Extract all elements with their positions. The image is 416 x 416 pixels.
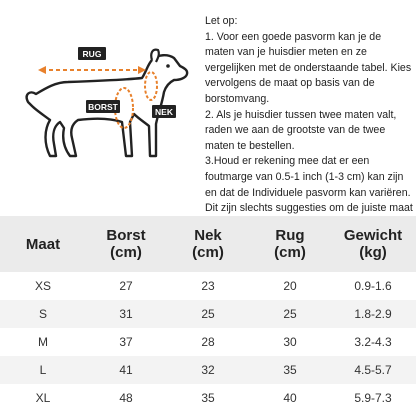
cell-maat: L <box>39 363 47 377</box>
cell-gewicht: 3.2-4.3 <box>354 335 392 349</box>
cell-nek: 28 <box>201 335 215 349</box>
notes-heading: Let op: <box>205 15 238 27</box>
nek-badge <box>152 105 176 118</box>
cell-nek: 25 <box>201 307 215 321</box>
cell-rug: 30 <box>283 335 297 349</box>
header-rug: Rug (cm) <box>274 227 306 261</box>
nek-label: NEK <box>155 107 173 117</box>
cell-maat: XS <box>34 279 51 293</box>
cell-rug: 40 <box>283 391 297 405</box>
cell-nek: 23 <box>201 279 215 293</box>
cell-gewicht: 1.8-2.9 <box>354 307 392 321</box>
table-row <box>0 300 416 328</box>
table-row <box>0 328 416 356</box>
header-nek: Nek (cm) <box>192 227 224 261</box>
header-gewicht: Gewicht (kg) <box>343 227 403 261</box>
size-table <box>0 216 416 412</box>
cell-borst: 37 <box>119 335 133 349</box>
rug-measure-arrow <box>38 66 146 74</box>
cell-borst: 48 <box>119 391 133 405</box>
cell-rug: 25 <box>283 307 297 321</box>
cell-borst: 41 <box>119 363 133 377</box>
cell-nek: 32 <box>201 363 215 377</box>
cell-borst: 31 <box>119 307 133 321</box>
rug-label: RUG <box>82 49 102 59</box>
table-row <box>0 384 416 412</box>
cell-rug: 20 <box>283 279 297 293</box>
borst-badge <box>86 100 120 113</box>
note-item: 2. Als je huisdier tussen twee maten valt, raden we aan de grootste van de twee maten te bestellen. <box>205 108 397 152</box>
cell-borst: 27 <box>119 279 133 293</box>
measurement-notes <box>205 14 413 232</box>
table-row <box>0 356 416 384</box>
cell-gewicht: 0.9-1.6 <box>354 279 392 293</box>
cell-rug: 35 <box>283 363 297 377</box>
header-maat: Maat <box>25 235 61 253</box>
cell-gewicht: 4.5-5.7 <box>354 363 392 377</box>
cell-gewicht: 5.9-7.3 <box>354 391 392 405</box>
dog-measurement-diagram <box>6 10 196 175</box>
cell-maat: M <box>38 335 48 349</box>
dog-illustration <box>6 10 196 175</box>
rug-badge <box>78 47 106 60</box>
header-borst: Borst (cm) <box>106 227 146 261</box>
note-item: 1. Voor een goede pasvorm kan je de maten van je huisdier meten en ze vergelijken met de onderstaande tabel. Kies vervolgens de maat op basis van de borstomvang. <box>205 30 412 105</box>
note-item: 3.Houd er rekening mee dat er een foutmarge van 0.5-1 inch (1-3 cm) kan zijn en dat de Individuele pasvorm kan variëren. Dit zijn slechts suggesties om de juiste maat <box>205 155 413 215</box>
cell-maat: S <box>38 307 47 321</box>
borst-label: BORST <box>88 102 118 112</box>
cell-nek: 35 <box>201 391 215 405</box>
table-row <box>0 272 416 300</box>
cell-maat: XL <box>35 391 51 405</box>
table-header-row <box>0 216 416 272</box>
